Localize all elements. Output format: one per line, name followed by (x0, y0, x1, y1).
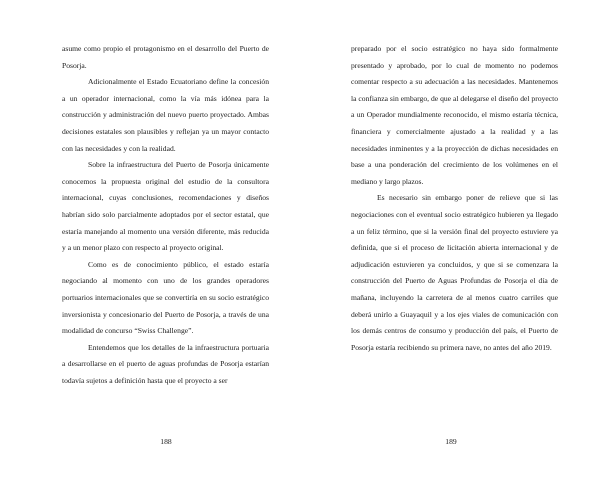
right-page (300, 0, 600, 479)
right-page-text (351, 41, 558, 356)
paragraph: Como es de conocimiento público, el estado estaría negociando al momento con uno de los grandes operadores portuarios internacionales que se convertiría en su socio estratégico inversionista y concesionario del Puerto de Posorja, a través de una modalidad de concurso “Swiss Challenge”. (62, 259, 269, 336)
paragraph: asume como propio el protagonismo en el desarrollo del Puerto de Posorja. (62, 44, 269, 70)
paragraph: Sobre la infraestructura del Puerto de Posorja únicamente conocemos la propuesta original del estudio de la consultora internacional, cuyas conclusiones, recomendaciones y diseños habrían sido solo parcialmente adoptados por el sector estatal, que estaría manejando al momento una versión diferente, más reducida y a un menor plazo con respecto al proyecto original. (62, 160, 269, 253)
left-page-text (62, 41, 269, 389)
page-number: 188 (160, 437, 172, 446)
page-number: 189 (445, 437, 457, 446)
paragraph: Adicionalmente el Estado Ecuatoriano define la concesión a un operador internacional, como la vía más idónea para la construcción y administración del nuevo puerto proyectado. Ambas decisiones estatales son plausibles y reflejan ya un mayor contacto con las necesidades y con la realidad. (62, 77, 269, 153)
paragraph: Entendemos que los detalles de la infraestructura portuaria a desarrollarse en el puerto de aguas profundas de Posorja estarían todavía sujetos a definición hasta que el proyecto a ser (62, 342, 269, 385)
paragraph: preparado por el socio estratégico no haya sido formalmente presentado y aprobado, por lo cual de momento no podemos comentar respecto a su adecuación a las necesidades. Mantenemos la confianza sin embargo, de que al delegarse el diseño del proyecto a un Operador mundialmente reconocido, el mismo estaría técnica, financiera y comercialmente ajustado a la realidad y a las necesidades inminentes y a la proyección de dichas necesidades en base a una ponderación del crecimiento de los volúmenes en el mediano y largo plazos. (351, 44, 558, 186)
paragraph: Es necesario sin embargo poner de relieve que si las negociaciones con el eventual socio estratégico hubieren ya llegado a un feliz término, que si la versión final del proyecto estuviere ya definida, que si el proceso de licitación abierta internacional y de adjudicación estuvieren ya concluidos, y que si se comenzara la construcción del Puerto de Aguas Profundas de Posorja el día de mañana, incluyendo la carretera de al menos cuatro carriles que deberá unirlo a Guayaquil y a los ejes viales de comunicación con los demás centros de consumo y producción del país, el Puerto de Posorja estaría recibiendo su primera nave, no antes del año 2019. (351, 193, 558, 352)
